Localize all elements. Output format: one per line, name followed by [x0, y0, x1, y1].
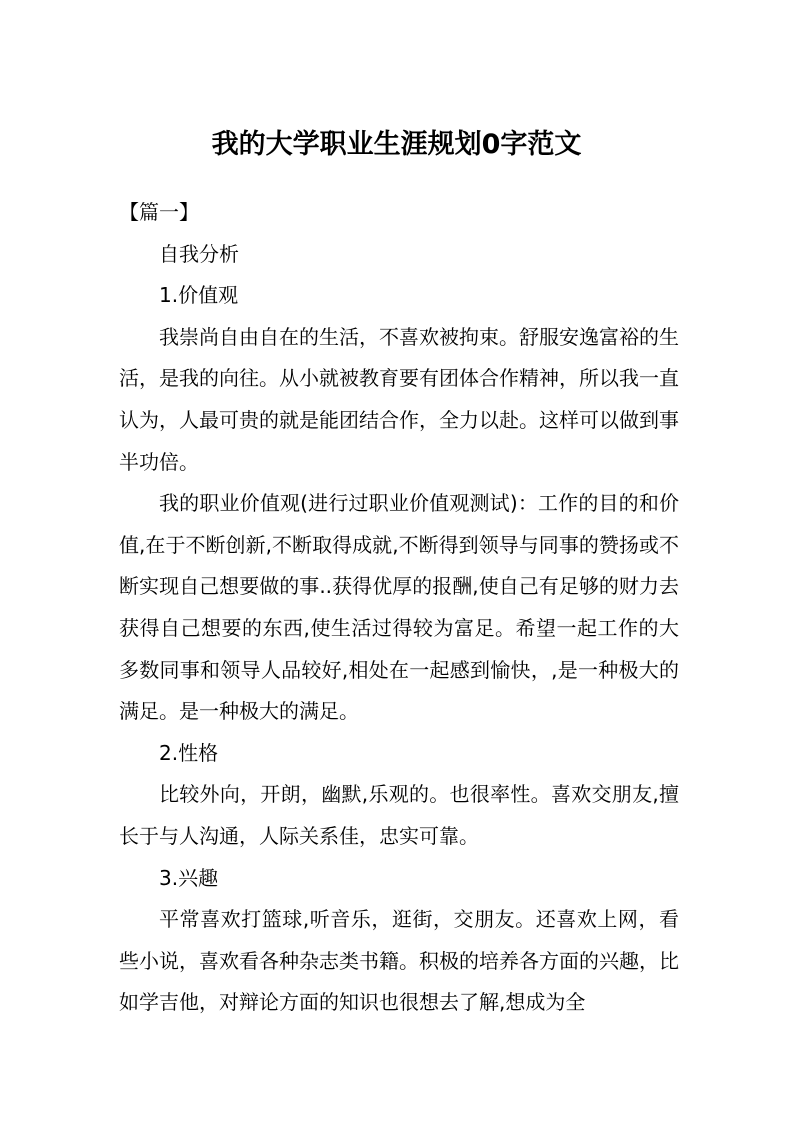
paragraph-career-values: 我的职业价值观(进行过职业价值观测试)：工作的目的和价值,在于不断创新,不断取得成就,不断得到领导与同事的赞扬或不断实现自己想要做的事..获得优厚的报酬,使自己有足够的财力去获得自己想要的东西,使生活过得较为富足。希望一起工作的大多数同事和领导人品较好,相处在一起感到愉快，,是一种极大的满足。是一种极大的满足。	[119, 491, 679, 724]
heading-self-analysis: 自我分析	[159, 241, 239, 266]
heading-personality: 2.性格	[159, 740, 219, 765]
paragraph-personality: 比较外向，开朗，幽默,乐观的。也很率性。喜欢交朋友,擅长于与人沟通，人际关系佳，忠实可靠。	[119, 782, 679, 848]
section-tag: 【篇一】	[119, 200, 199, 224]
document-body	[119, 192, 679, 1024]
paragraph-values-intro: 我崇尚自由自在的生活，不喜欢被拘束。舒服安逸富裕的生活，是我的向往。从小就被教育要有团体合作精神，所以我一直认为，人最可贵的就是能团结合作，全力以赴。这样可以做到事半功倍。	[119, 324, 679, 474]
paragraph-interests: 平常喜欢打篮球,听音乐，逛街，交朋友。还喜欢上网，看些小说，喜欢看各种杂志类书籍。积极的培养各方面的兴趣，比如学吉他，对辩论方面的知识也很想去了解,想成为全	[119, 907, 679, 1015]
heading-values: 1.价值观	[159, 283, 239, 308]
document-title: 我的大学职业生涯规划0字范文	[211, 129, 582, 160]
heading-interests: 3.兴趣	[159, 865, 219, 890]
